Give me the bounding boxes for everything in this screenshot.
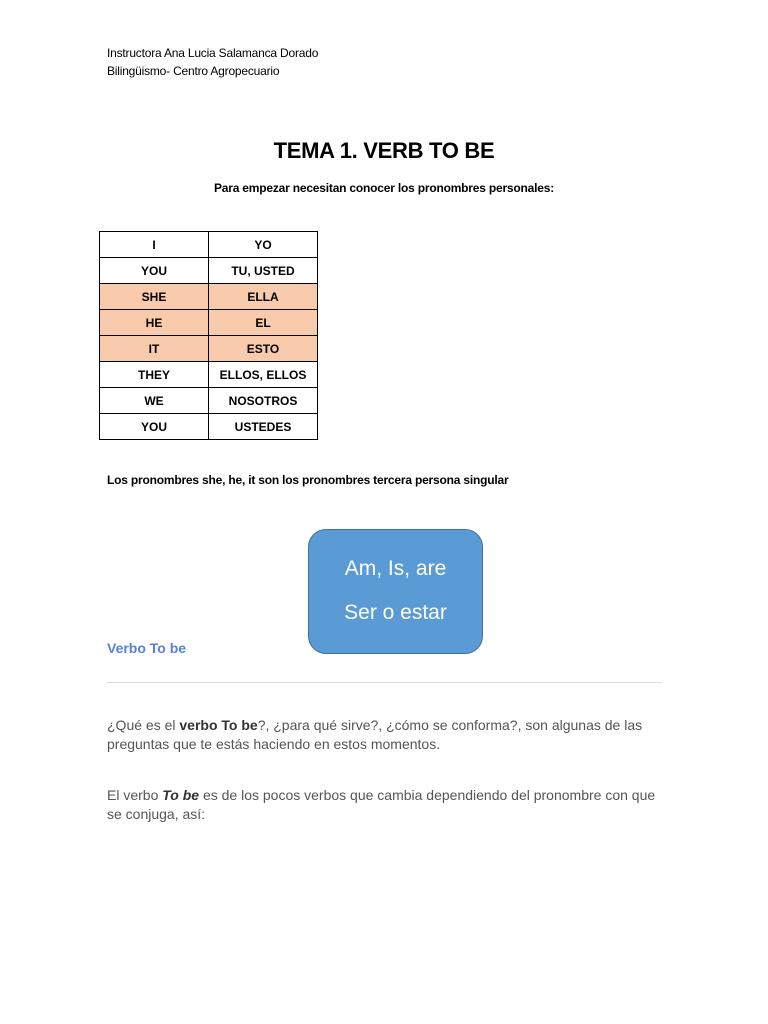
- page-subtitle: Para empezar necesitan conocer los pronombres personales:: [213, 181, 555, 195]
- pronoun-es: ESTO: [209, 336, 318, 362]
- table-row: [100, 258, 318, 284]
- table-row: [100, 388, 318, 414]
- pronouns-table: [99, 231, 318, 440]
- pronoun-en: YOU: [100, 258, 209, 284]
- pronoun-es: USTEDES: [209, 414, 318, 440]
- pronoun-es: YO: [209, 232, 318, 258]
- pronoun-es: EL: [209, 310, 318, 336]
- page-title: TEMA 1. VERB TO BE: [273, 138, 495, 163]
- intro-paragraph: [107, 716, 667, 754]
- paragraph-bold-italic: To be: [162, 787, 200, 803]
- header-instructor: Instructora Ana Lucia Salamanca Dorado: [107, 46, 319, 60]
- pronoun-en: HE: [100, 310, 209, 336]
- callout-forms: Am, Is, are: [344, 557, 447, 580]
- paragraph-bold: verbo To be: [179, 717, 258, 733]
- pronoun-en: YOU: [100, 414, 209, 440]
- divider: [107, 682, 662, 683]
- pronoun-en: IT: [100, 336, 209, 362]
- paragraph-text: ¿Qué es el: [107, 717, 180, 733]
- paragraph-text: es de los pocos verbos que cambia dependiendo del pronombre con que se conjuga, así:: [107, 787, 656, 822]
- header-program: Bilingüismo- Centro Agropecuario: [107, 64, 280, 78]
- table-row: [100, 414, 318, 440]
- conjugation-paragraph: [107, 786, 667, 824]
- section-heading: Verbo To be: [107, 640, 187, 656]
- pronoun-es: TU, USTED: [209, 258, 318, 284]
- table-row: [100, 284, 318, 310]
- pronoun-es: ELLOS, ELLOS: [209, 362, 318, 388]
- pronoun-en: SHE: [100, 284, 209, 310]
- third-person-note: Los pronombres she, he, it son los pronombres tercera persona singular: [107, 473, 509, 487]
- paragraph-text: El verbo: [107, 787, 163, 803]
- pronoun-es: NOSOTROS: [209, 388, 318, 414]
- pronoun-en: THEY: [100, 362, 209, 388]
- table-row: [100, 310, 318, 336]
- pronoun-en: WE: [100, 388, 209, 414]
- table-row: [100, 362, 318, 388]
- table-row: [100, 232, 318, 258]
- paragraph-text: ?, ¿para qué sirve?, ¿cómo se conforma?, son algunas de las preguntas que te estás haciendo en estos momentos.: [107, 717, 643, 752]
- pronoun-en: I: [100, 232, 209, 258]
- pronoun-es: ELLA: [209, 284, 318, 310]
- callout-meaning: Ser o estar: [344, 601, 447, 624]
- verb-forms-callout: [308, 529, 483, 654]
- table-row: [100, 336, 318, 362]
